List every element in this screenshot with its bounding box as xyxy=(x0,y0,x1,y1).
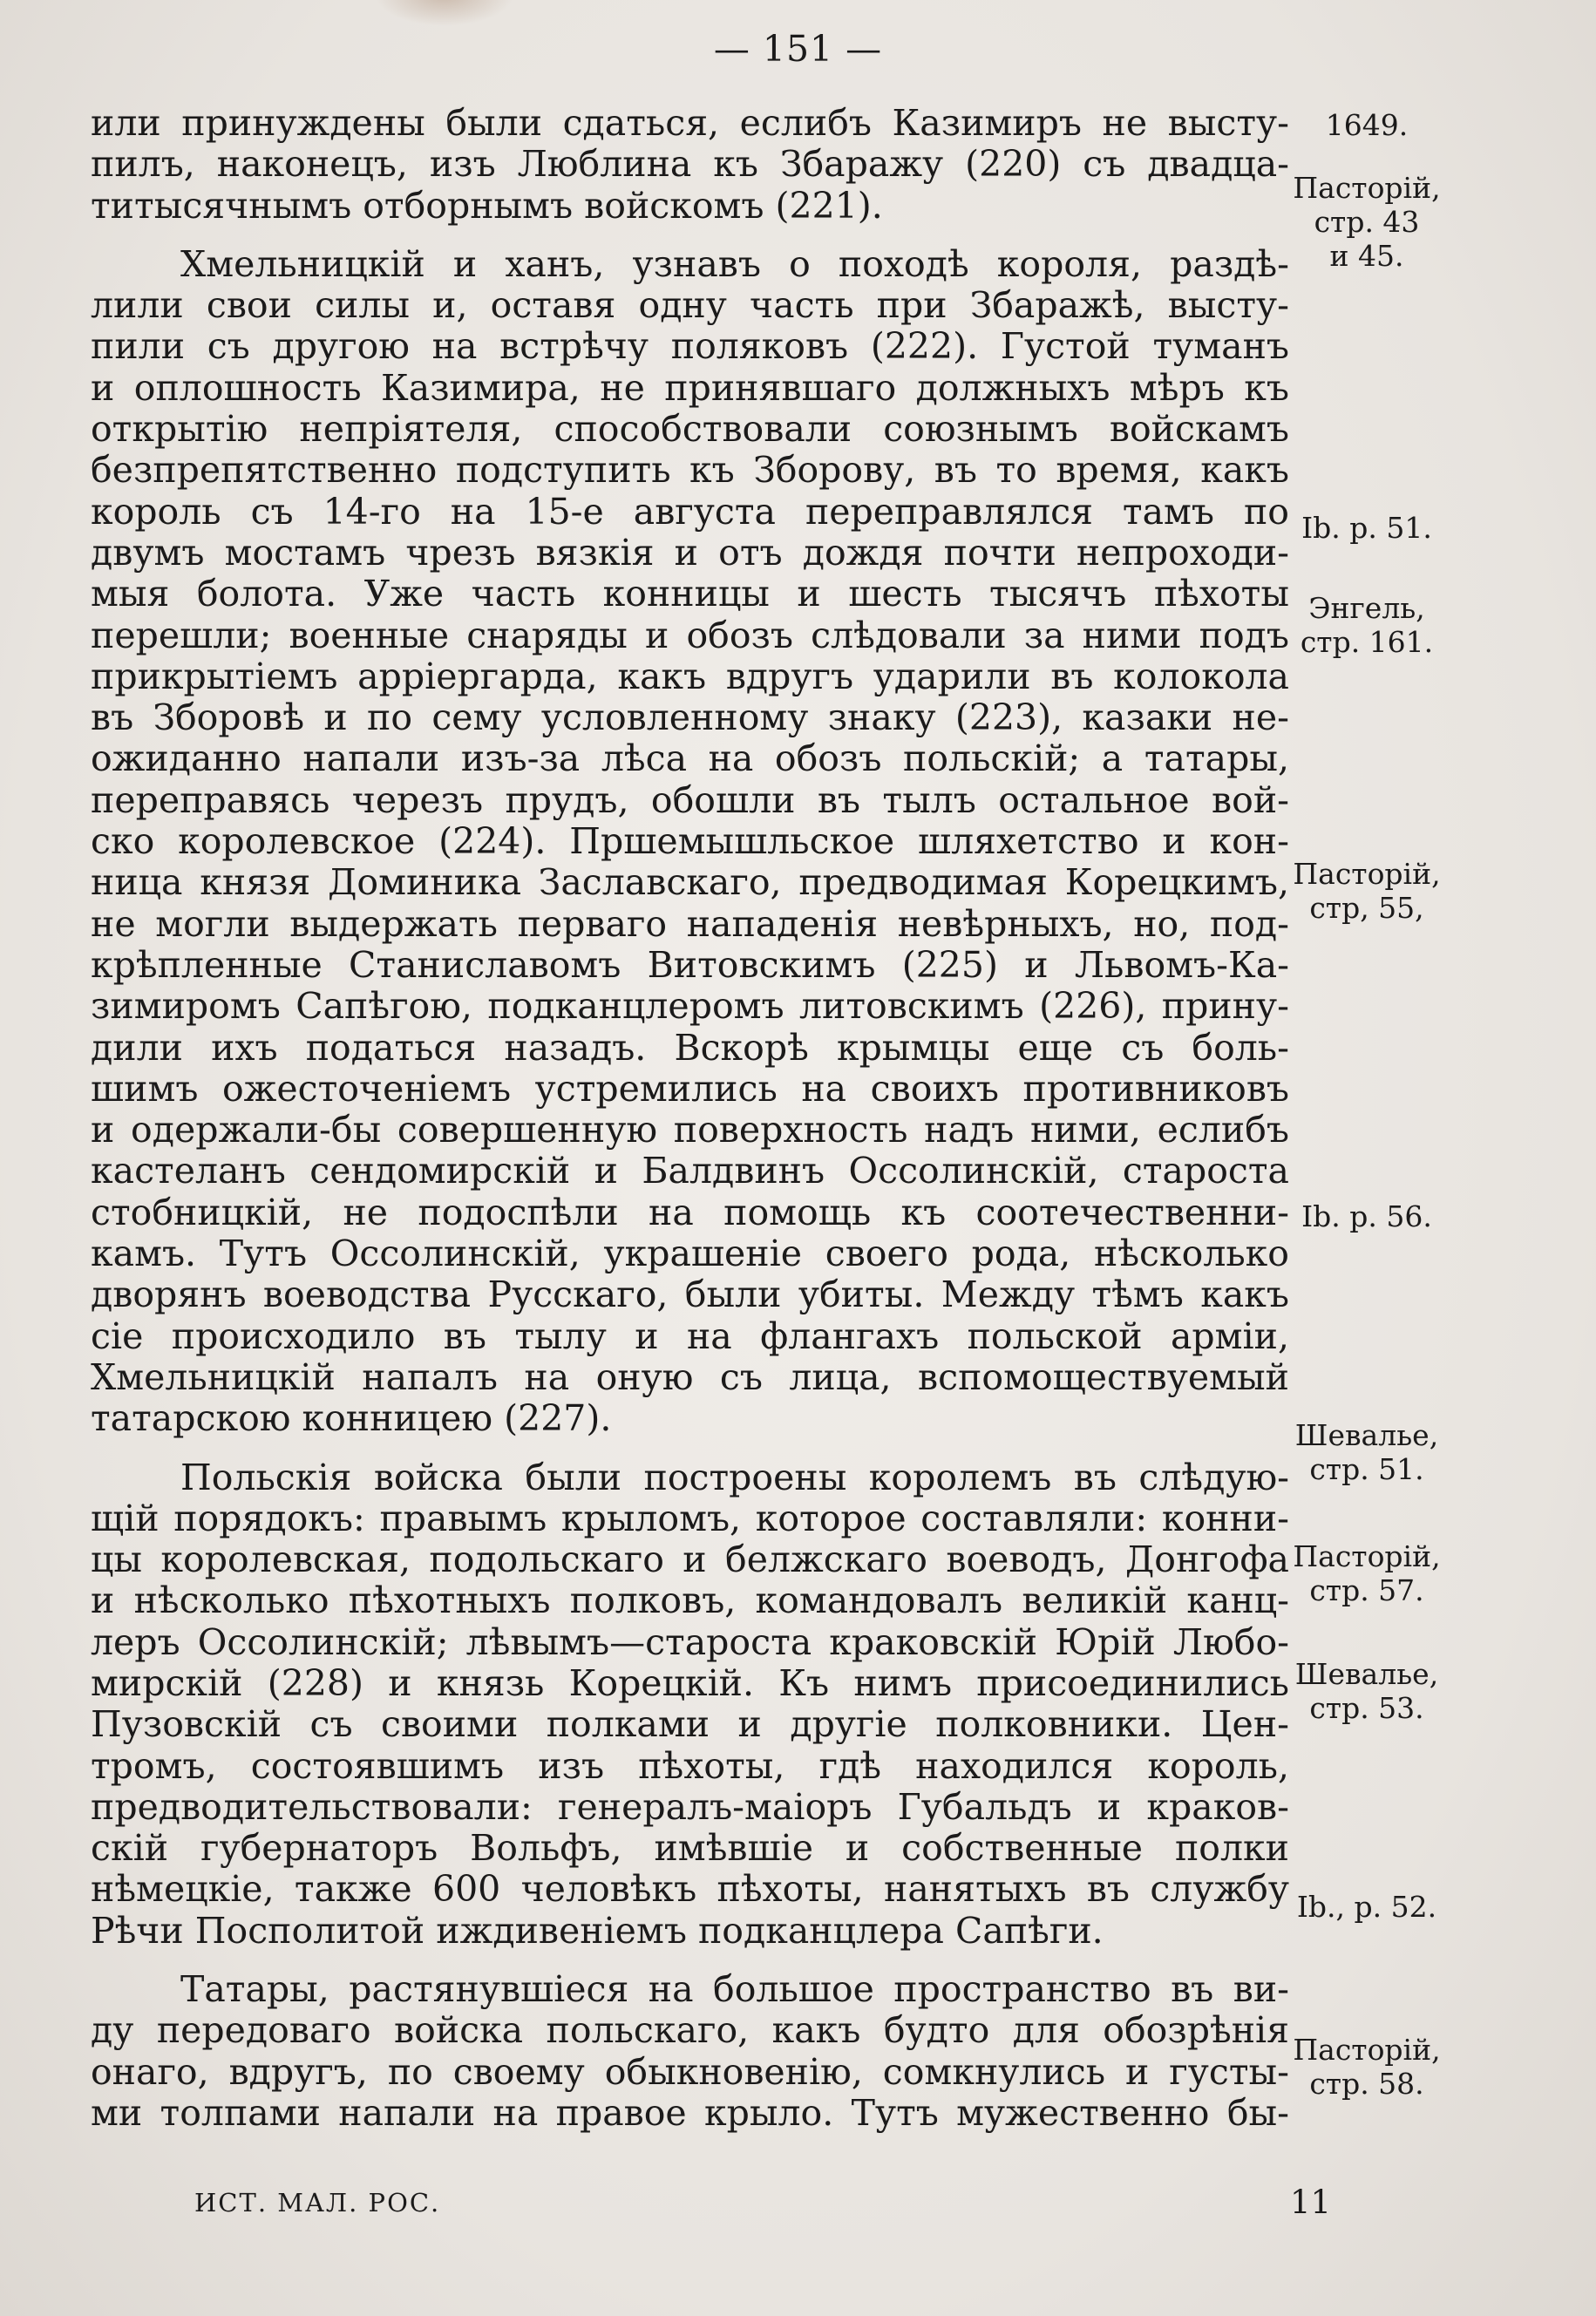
margin-note-line: Пасторій, xyxy=(1293,857,1441,891)
text-line: Хмельницкій напалъ на оную съ лица, вспомоществуемый xyxy=(91,1355,1289,1398)
paragraph-2 xyxy=(91,244,1289,1440)
margin-note-pastorius-43 xyxy=(1288,171,1445,273)
text-line: ми толпами напали на правое крыло. Тутъ мужественно бы- xyxy=(91,2091,1289,2134)
text-line: открытію непріятеля, способствовали союзнымъ войскамъ xyxy=(91,408,1289,451)
text-line: и одержали-бы совершенную поверхность надъ ними, еслибъ xyxy=(91,1109,1289,1151)
paragraph-3 xyxy=(91,1457,1289,1953)
text-line: тромъ, состоявшимъ изъ пѣхоты, гдѣ находился король, xyxy=(91,1744,1289,1787)
page-number: — 151 — xyxy=(713,28,883,70)
text-line: пилъ, наконецъ, изъ Люблина къ Збаражу (220) съ двадца- xyxy=(91,143,1289,186)
text-line: и оплошность Казимира, не принявшаго должныхъ мѣръ къ xyxy=(91,366,1289,409)
margin-note-line: и 45. xyxy=(1329,239,1404,273)
text-line: цы королевская, подольскаго и белжскаго воеводъ, Донгофа xyxy=(91,1538,1289,1581)
margin-note-pastorius-55 xyxy=(1288,857,1445,925)
text-line: переправясь черезъ прудъ, обошли въ тылъ остальное вой- xyxy=(91,778,1289,821)
text-line: камъ. Тутъ Оссолинскій, украшеніе своего рода, нѣсколько xyxy=(91,1233,1289,1275)
text-line: Хмельницкій и ханъ, узнавъ о походѣ короля, раздѣ- xyxy=(180,242,1289,285)
margin-note-line: Пасторій, xyxy=(1293,171,1441,205)
margin-note-line: 1649. xyxy=(1325,108,1409,142)
margin-note-engel-161 xyxy=(1288,591,1445,659)
text-line: татарскою конницею (227). xyxy=(91,1397,612,1440)
text-line: Польскія войска были построены королемъ въ слѣдую- xyxy=(180,1456,1289,1498)
text-line: щій порядокъ: правымъ крыломъ, которое составляли: конни- xyxy=(91,1497,1289,1539)
margin-note-line: Пасторій, xyxy=(1293,1539,1441,1573)
margin-note-line: стр. 43 xyxy=(1314,205,1420,239)
text-line: прикрытіемъ арріергарда, какъ вдругъ ударили въ колокола xyxy=(91,655,1289,697)
text-line: дворянъ воеводства Русскаго, были убиты. Между тѣмъ какъ xyxy=(91,1273,1289,1316)
text-line: въ Зборовѣ и по сему условленному знаку (223), казаки не- xyxy=(91,696,1289,739)
margin-note-line: стр. 57. xyxy=(1309,1573,1424,1607)
text-line: Рѣчи Посполитой иждивеніемъ подканцлера Сапѣги. xyxy=(91,1909,1104,1952)
footer-sheet-number: 11 xyxy=(1290,2184,1332,2221)
margin-note-line: Ib. p. 56. xyxy=(1301,1199,1432,1233)
text-line: Пузовскій съ своими полками и другіе полковники. Цен- xyxy=(91,1703,1289,1746)
text-line: дили ихъ податься назадъ. Вскорѣ крымцы еще съ боль- xyxy=(91,1026,1289,1069)
footer-signature: ИСТ. МАЛ. РОС. xyxy=(194,2188,441,2218)
margin-note-ib-51 xyxy=(1288,511,1445,545)
margin-note-line: Ib. p. 51. xyxy=(1301,511,1432,545)
margin-note-ib-52 xyxy=(1288,1890,1445,1924)
text-line: и нѣсколько пѣхотныхъ полковъ, командовалъ великій канц- xyxy=(91,1579,1289,1622)
margin-note-ib-56 xyxy=(1288,1199,1445,1233)
text-line: ница князя Доминика Заславскаго, предводимая Корецкимъ, xyxy=(91,861,1289,904)
text-line: ско королевское (224). Пршемышльское шляхетство и кон- xyxy=(91,820,1289,863)
text-line: титысячнымъ отборнымъ войскомъ (221). xyxy=(91,184,883,227)
text-line: ожиданно напали изъ-за лѣса на обозъ польскій; а татары, xyxy=(91,737,1289,780)
margin-note-line: Энгель, xyxy=(1308,591,1425,625)
margin-note-line: Ib., p. 52. xyxy=(1296,1890,1437,1924)
text-line: шимъ ожесточеніемъ устремились на своихъ противниковъ xyxy=(91,1067,1289,1110)
text-line: скій губернаторъ Вольфъ, имѣвшіе и собственные полки xyxy=(91,1827,1289,1870)
text-line: зимиромъ Сапѣгою, подканцлеромъ литовскимъ (226), прину- xyxy=(91,985,1289,1028)
text-line: кастеланъ сендомирскій и Балдвинъ Оссолинскій, староста xyxy=(91,1150,1289,1192)
paper-stain xyxy=(375,0,514,26)
text-line: не могли выдержать перваго нападенія невѣрныхъ, но, под- xyxy=(91,902,1289,945)
body-text xyxy=(91,103,1289,2134)
text-line: лили свои силы и, оставя одну часть при Збаражѣ, высту- xyxy=(91,284,1289,327)
text-line: безпрепятственно подступить къ Зборову, въ то время, какъ xyxy=(91,449,1289,492)
text-line: ду передоваго войска польскаго, какъ будто для обозрѣнія xyxy=(91,2009,1289,2052)
text-line: король съ 14-го на 15-е августа переправлялся тамъ по xyxy=(91,490,1289,533)
text-line: перешли; военные снаряды и обозъ слѣдовали за ними подъ xyxy=(91,614,1289,656)
margin-note-pastorius-58 xyxy=(1288,2033,1445,2101)
margin-note-line: стр, 55, xyxy=(1309,891,1424,925)
margin-note-line: стр. 58. xyxy=(1309,2067,1424,2101)
margin-note-chevalier-53 xyxy=(1288,1657,1445,1725)
text-line: предводительствовали: генералъ-маіоръ Губальдъ и краков- xyxy=(91,1785,1289,1828)
margin-note-line: Шевалье, xyxy=(1294,1418,1439,1452)
margin-note-year xyxy=(1288,108,1445,142)
text-line: нѣмецкіе, также 600 человѣкъ пѣхоты, нанятыхъ въ службу xyxy=(91,1868,1289,1911)
text-line: мыя болота. Уже часть конницы и шесть тысячъ пѣхоты xyxy=(91,573,1289,615)
margin-note-line: Шевалье, xyxy=(1294,1657,1439,1691)
margin-note-line: стр. 51. xyxy=(1309,1452,1424,1486)
text-line: или принуждены были сдаться, еслибъ Казимиръ не высту- xyxy=(91,102,1289,144)
text-line: онаго, вдругъ, по своему обыкновенію, сомкнулись и густы- xyxy=(91,2050,1289,2093)
margin-note-line: стр. 161. xyxy=(1300,625,1434,659)
paragraph-4 xyxy=(91,1969,1289,2134)
margin-note-chevalier-51 xyxy=(1288,1418,1445,1486)
text-line: двумъ мостамъ чрезъ вязкія и отъ дождя почти непроходи- xyxy=(91,531,1289,574)
text-line: сіе происходило въ тылу и на флангахъ польской арміи, xyxy=(91,1314,1289,1357)
text-line: Татары, растянувшіеся на большое пространство въ ви- xyxy=(180,1968,1289,2011)
text-line: пили съ другою на встрѣчу поляковъ (222). Густой туманъ xyxy=(91,325,1289,368)
paragraph-1 xyxy=(91,103,1289,227)
margin-note-pastorius-57 xyxy=(1288,1539,1445,1607)
text-line: мирскій (228) и князь Корецкій. Къ нимъ присоединились xyxy=(91,1661,1289,1704)
margin-note-line: Пасторій, xyxy=(1293,2033,1441,2067)
text-line: крѣпленные Станиславомъ Витовскимъ (225) и Львомъ-Ка- xyxy=(91,943,1289,986)
text-line: леръ Оссолинскій; лѣвымъ—староста краковскій Юрій Любо- xyxy=(91,1620,1289,1663)
text-line: стобницкій, не подоспѣли на помощь къ соотечественни- xyxy=(91,1191,1289,1233)
margin-note-line: стр. 53. xyxy=(1309,1691,1424,1725)
